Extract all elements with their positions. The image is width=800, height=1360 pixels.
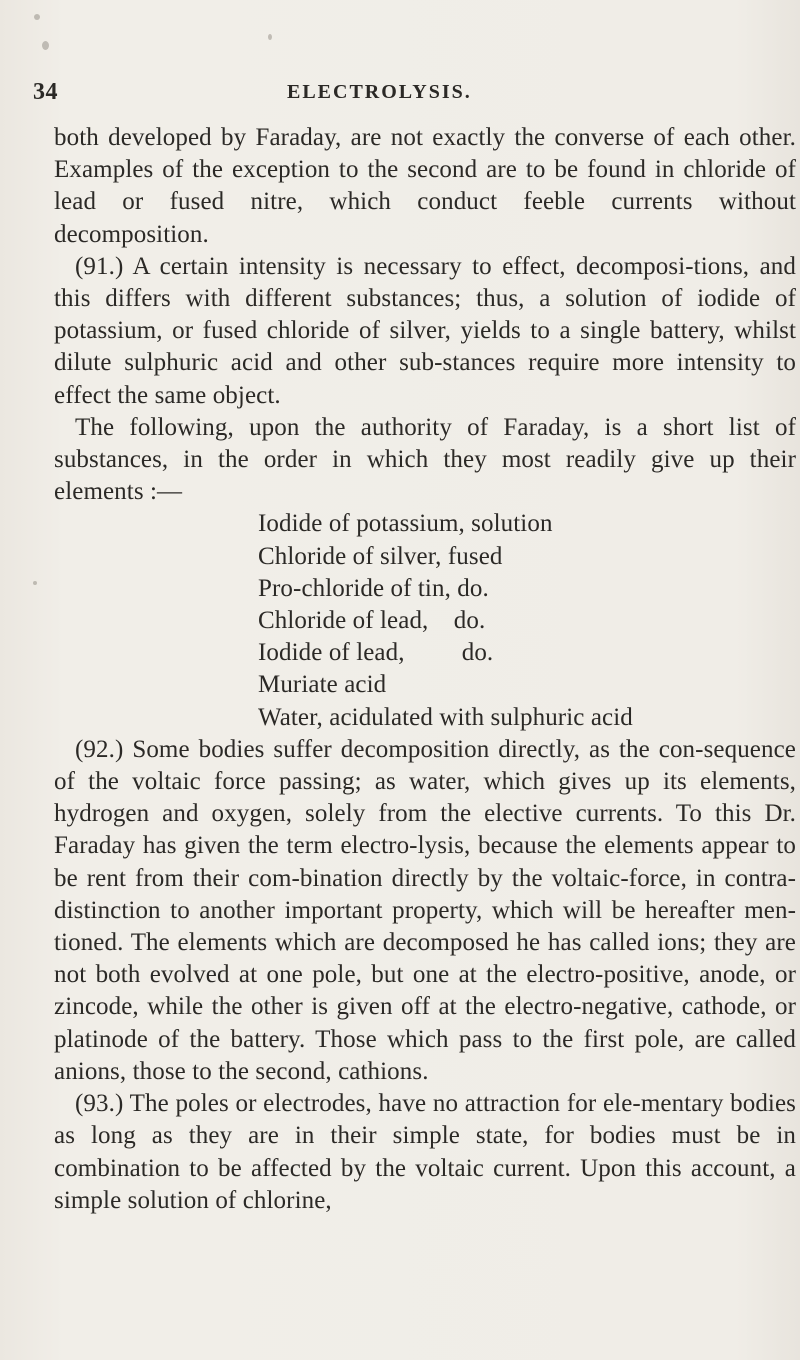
- substance-list: [54, 508, 796, 733]
- list-item: Iodide of lead, do.: [258, 639, 494, 667]
- print-speck: [268, 34, 272, 40]
- print-speck: [34, 14, 40, 20]
- paragraph-list-intro: The following, upon the authority of Faraday, is a short list of substances, in the order in which they most readily give up their elements :—: [54, 413, 796, 506]
- page-text: [54, 122, 796, 1217]
- paragraph-92: (92.) Some bodies suffer decomposition directly, as the con-sequence of the voltaic force passing; as water, which gives up its elements, hydrogen and oxygen, solely from the elective currents. To this Dr. Faraday has given the term electro-lysis, because the elements appear to be rent from their com-bination directly by the voltaic-force, in contra-distinction to another important property, which will be hereafter men-tioned. The elements which are decomposed he has called ions; they are not both evolved at one pole, but one at the electro-positive, anode, or zincode, while the other is given off at the electro-negative, cathode, or platinode of the battery. Those which pass to the first pole, are called anions, those to the second, cathions.: [54, 735, 796, 1085]
- list-item: Muriate acid: [258, 671, 387, 699]
- page-header: [33, 79, 793, 111]
- print-speck: [42, 41, 49, 50]
- page-number: 34: [33, 79, 58, 105]
- running-title: ELECTROLYSIS.: [287, 81, 472, 103]
- print-speck: [33, 581, 37, 585]
- paragraph-continuation: both developed by Faraday, are not exactly the converse of each other. Examples of the exception to the second are to be found in chloride of lead or fused nitre, which conduct feeble currents without decomposition.: [54, 124, 796, 248]
- paragraph-91: (91.) A certain intensity is necessary to effect, decomposi-tions, and this differs with different substances; thus, a solution of iodide of potassium, or fused chloride of silver, yields to a single battery, whilst dilute sulphuric acid and other sub-stances require more intensity to effect the same object.: [54, 252, 796, 409]
- list-item: Pro-chloride of tin, do.: [258, 574, 489, 602]
- paragraph-93: (93.) The poles or electrodes, have no attraction for ele-mentary bodies as long as they are in their simple state, for bodies must be in combination to be affected by the voltaic current. Upon this account, a simple solution of chlorine,: [54, 1090, 796, 1214]
- list-item: Water, acidulated with sulphuric acid: [258, 703, 633, 731]
- list-item: Chloride of lead, do.: [258, 607, 486, 635]
- list-item: Iodide of potassium, solution: [258, 510, 553, 538]
- list-item: Chloride of silver, fused: [258, 542, 503, 570]
